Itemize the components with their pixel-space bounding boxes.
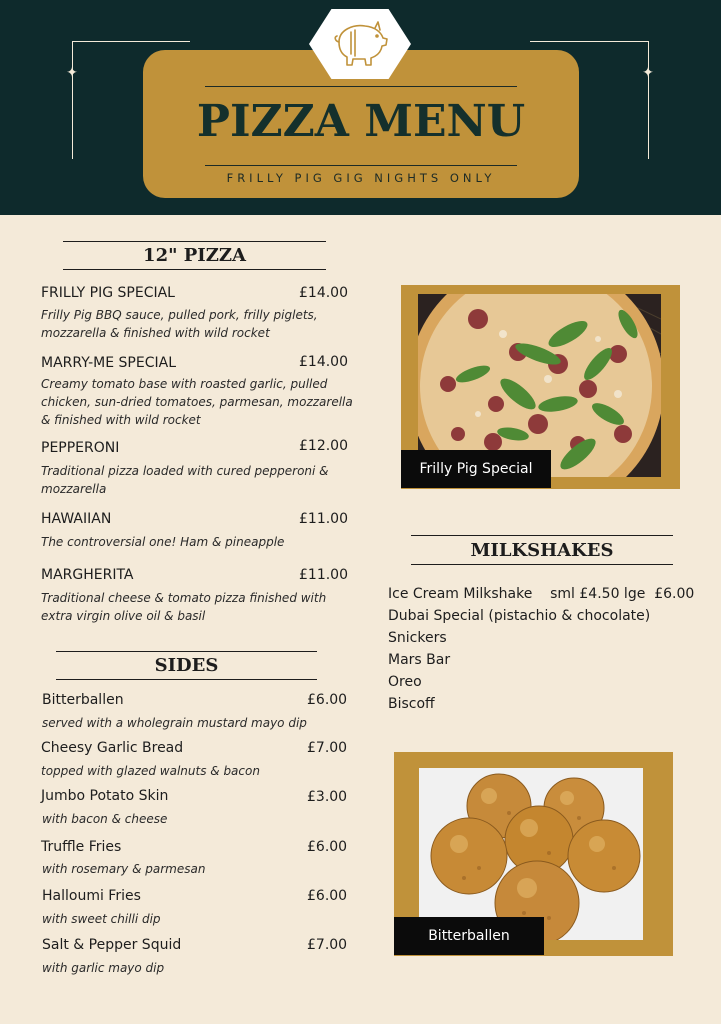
pizza-item-name: PEPPERONI xyxy=(41,440,120,456)
pizza-heading-rule-bottom xyxy=(63,269,326,270)
side-item-price: £7.00 xyxy=(307,937,348,953)
title-rule-bottom xyxy=(205,165,517,166)
sides-heading-rule-top xyxy=(56,651,317,652)
pizza-item-name: FRILLY PIG SPECIAL xyxy=(41,285,175,301)
pizza-section-heading: 12" PIZZA xyxy=(143,245,246,266)
milkshake-item: Mars Bar xyxy=(388,652,451,668)
header-banner xyxy=(0,0,721,215)
pizza-heading-rule-top xyxy=(63,241,326,242)
side-item-name: Bitterballen xyxy=(42,692,124,708)
side-item-name: Cheesy Garlic Bread xyxy=(41,740,184,756)
side-item-price: £7.00 xyxy=(307,740,348,756)
sparkle-icon: ✦ xyxy=(642,65,654,81)
page-subtitle: FRILLY PIG GIG NIGHTS ONLY xyxy=(226,171,496,185)
sparkle-icon: ✦ xyxy=(66,65,78,81)
sides-section-heading: SIDES xyxy=(154,655,219,676)
title-rule-top xyxy=(205,86,517,87)
side-item-price: £3.00 xyxy=(307,789,348,805)
pizza-item-desc: Traditional pizza loaded with cured pepperoni & mozzarella xyxy=(41,464,329,496)
milkshakes-heading-rule-bottom xyxy=(411,564,673,565)
pig-logo-icon xyxy=(331,18,389,70)
pizza-item-price: £14.00 xyxy=(299,354,348,370)
side-item-desc: topped with glazed walnuts & bacon xyxy=(41,764,260,778)
pizza-item-name: MARGHERITA xyxy=(41,567,134,583)
side-item-price: £6.00 xyxy=(307,888,348,904)
bitterballen-photo-caption: Bitterballen xyxy=(394,917,544,955)
decorative-line xyxy=(72,41,190,42)
side-item-desc: served with a wholegrain mustard mayo dip xyxy=(42,716,307,730)
side-item-desc: with sweet chilli dip xyxy=(42,912,161,926)
pizza-item-desc: Creamy tomato base with roasted garlic, pulled chicken, sun-dried tomatoes, parmesan, mozzarella & finished with wild rocket xyxy=(41,377,353,427)
pizza-item-name: MARRY-ME SPECIAL xyxy=(41,355,176,371)
milkshake-item: Snickers xyxy=(388,630,447,646)
pizza-item-desc: Traditional cheese & tomato pizza finished with extra virgin olive oil & basil xyxy=(41,591,327,623)
pizza-item-price: £14.00 xyxy=(299,285,348,301)
pizza-item-price: £11.00 xyxy=(299,567,348,583)
side-item-desc: with bacon & cheese xyxy=(42,812,168,826)
side-item-name: Truffle Fries xyxy=(41,839,122,855)
milkshake-item: Dubai Special (pistachio & chocolate) xyxy=(388,608,651,624)
pizza-item-price: £11.00 xyxy=(299,511,348,527)
bitterballen-photo xyxy=(419,768,643,940)
bitterballen-image xyxy=(419,768,643,940)
side-item-name: Salt & Pepper Squid xyxy=(42,937,182,953)
milkshake-item: Oreo xyxy=(388,674,422,690)
decorative-line xyxy=(530,41,648,42)
milkshake-item: Biscoff xyxy=(388,696,435,712)
milkshake-item: Ice Cream Milkshake sml £4.50 lge £6.00 xyxy=(388,586,695,602)
milkshakes-heading-rule-top xyxy=(411,535,673,536)
side-item-name: Halloumi Fries xyxy=(42,888,141,904)
pizza-item-desc: Frilly Pig BBQ sauce, pulled pork, frilly piglets, mozzarella & finished with wild rocket xyxy=(41,308,318,340)
milkshakes-section-heading: MILKSHAKES xyxy=(470,540,614,561)
pizza-item-name: HAWAIIAN xyxy=(41,511,112,527)
side-item-desc: with rosemary & parmesan xyxy=(42,862,206,876)
page-title: PIZZA MENU xyxy=(196,96,526,147)
pizza-item-desc: The controversial one! Ham & pineapple xyxy=(41,535,285,549)
pizza-item-price: £12.00 xyxy=(299,438,348,454)
decorative-line xyxy=(648,41,649,159)
side-item-price: £6.00 xyxy=(307,692,348,708)
side-item-desc: with garlic mayo dip xyxy=(42,961,165,975)
side-item-name: Jumbo Potato Skin xyxy=(41,788,169,804)
pizza-photo-caption: Frilly Pig Special xyxy=(401,450,551,488)
side-item-price: £6.00 xyxy=(307,839,348,855)
decorative-line xyxy=(72,41,73,159)
sides-heading-rule-bottom xyxy=(56,679,317,680)
